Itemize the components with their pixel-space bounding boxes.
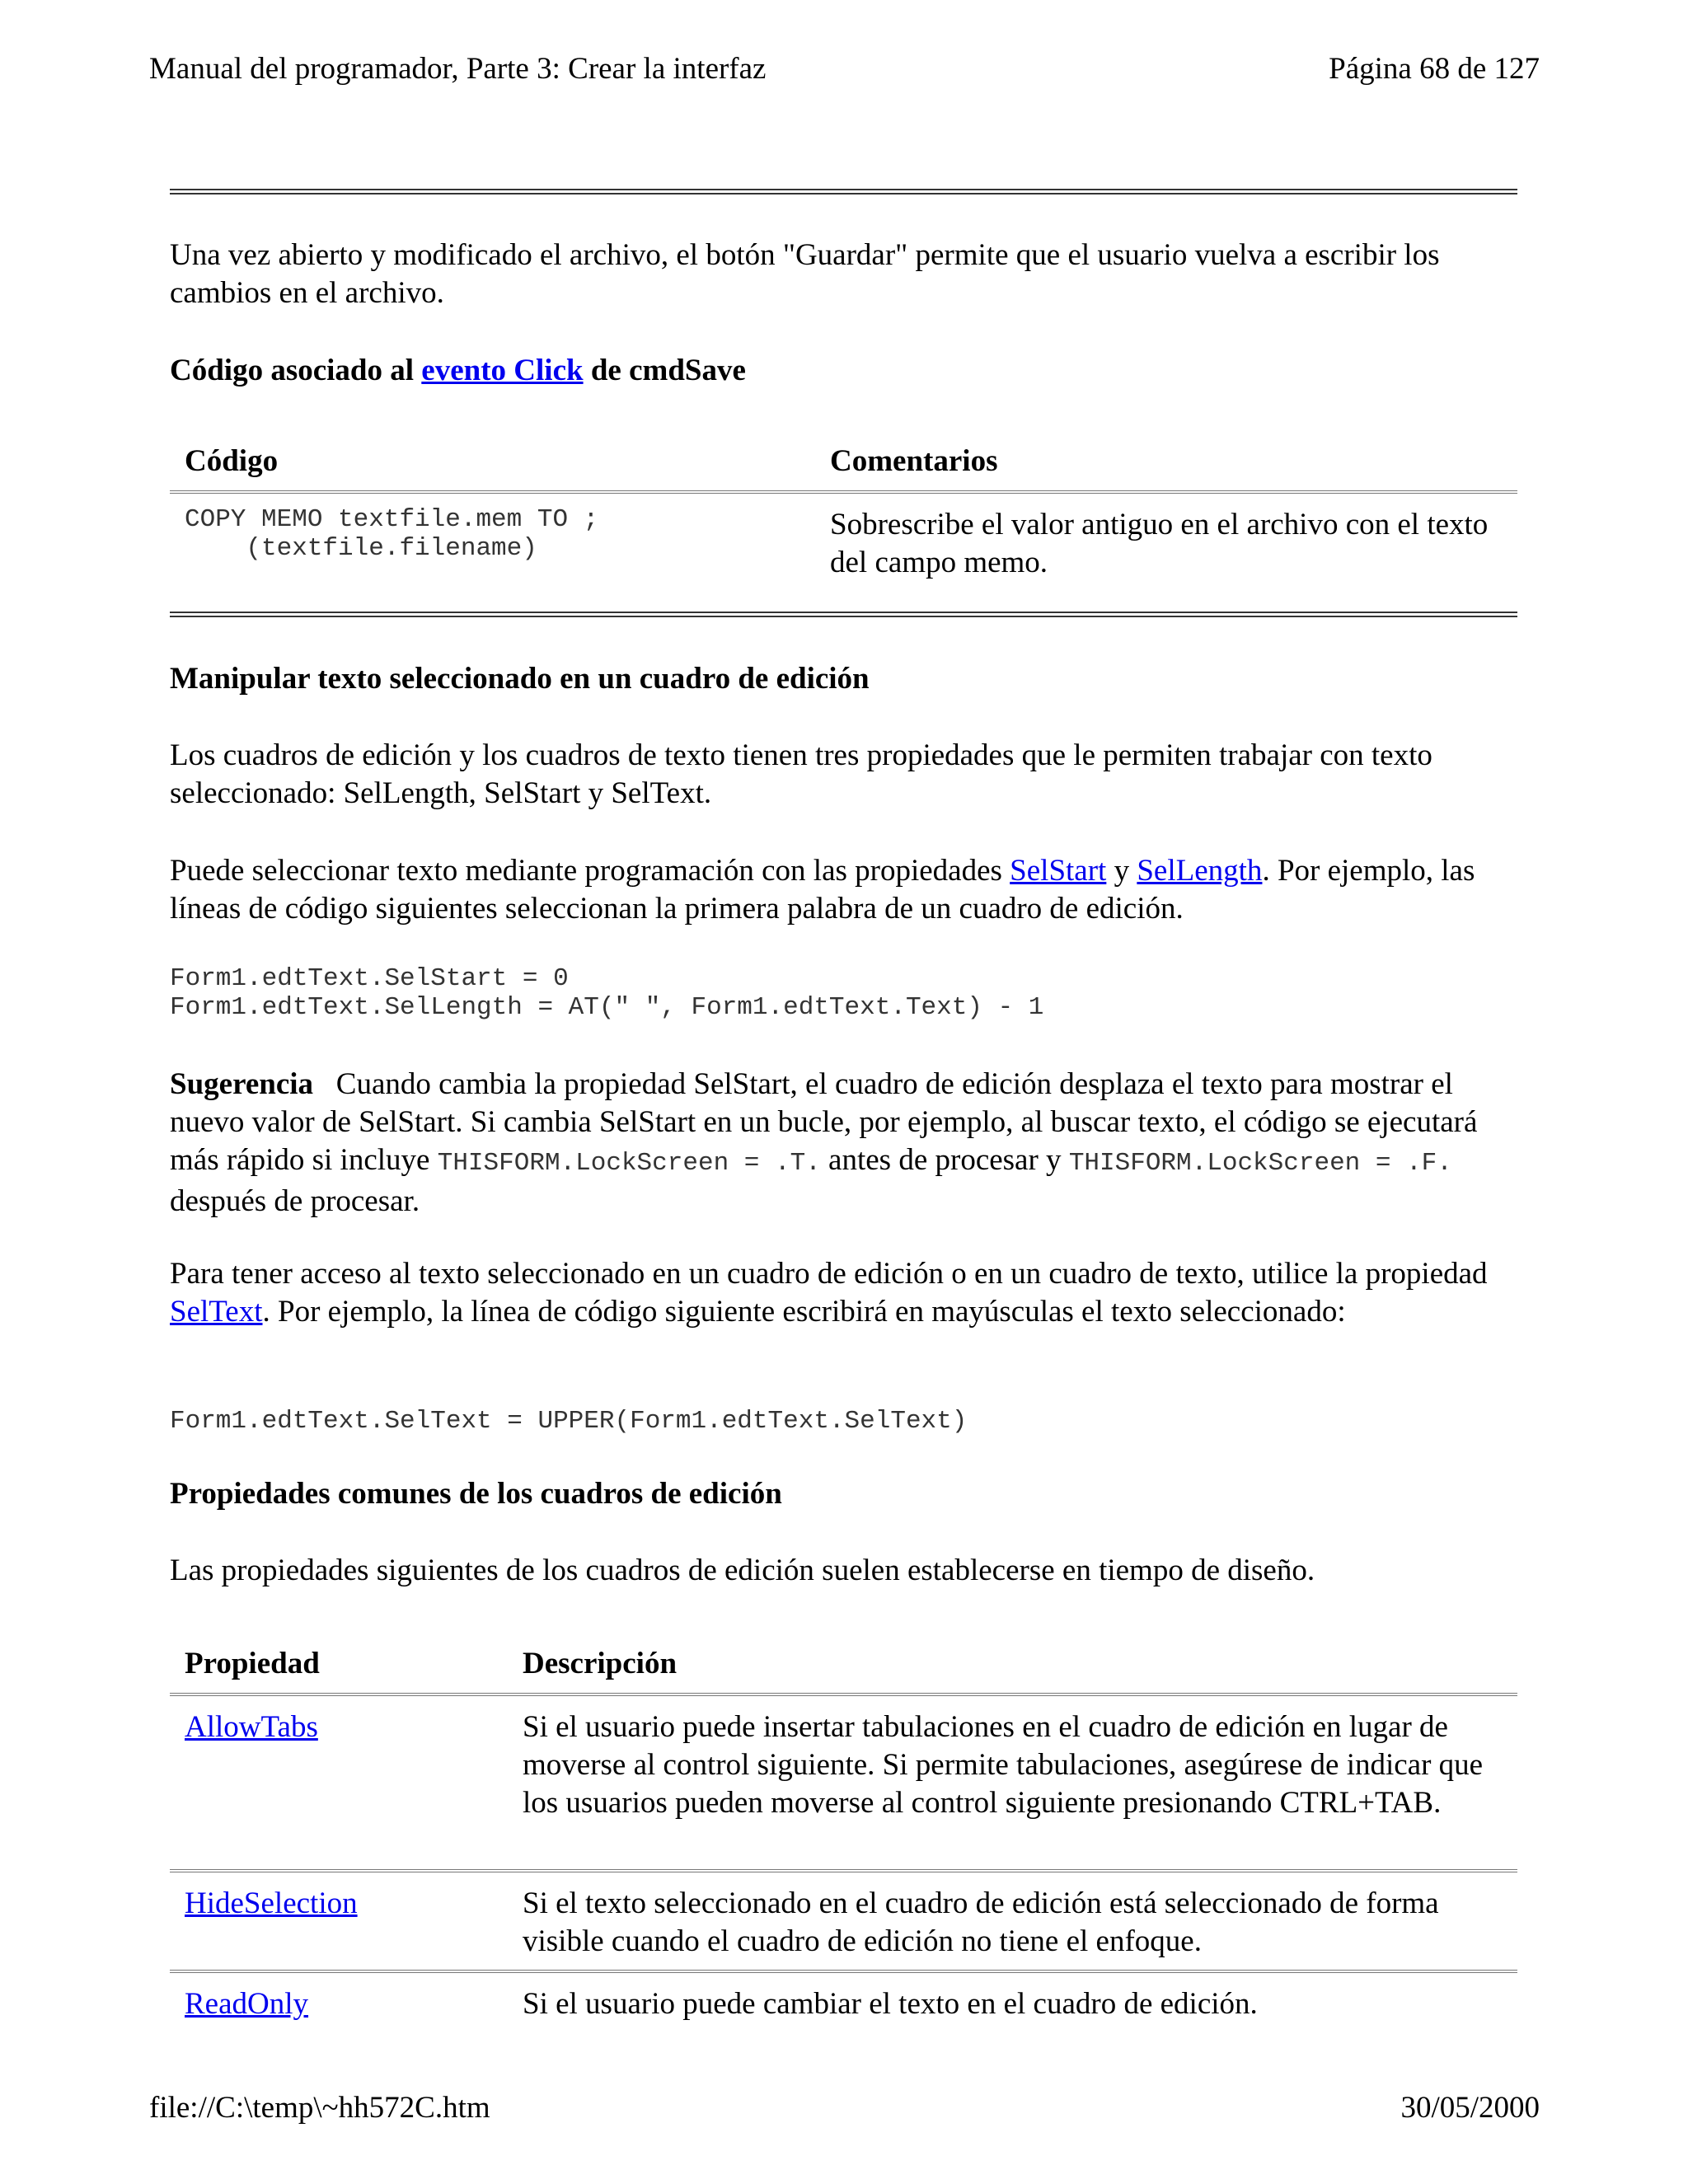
footer-file-path: file://C:\temp\~hh572C.htm [149,2091,490,2125]
property-desc-readonly: Si el usuario puede cambiar el texto en el cuadro de edición. [523,1987,1258,2021]
p2-text-a: Puede seleccionar texto mediante programación con las propiedades [170,854,1010,888]
p3-text-b: . Por ejemplo, la línea de código siguiente escribirá en mayúsculas el texto seleccionado: [262,1295,1346,1329]
section-heading-selected-text: Manipular texto seleccionado en un cuadro de edición [170,662,870,696]
code-table-header-codigo: Código [185,444,279,478]
props-table-header-propiedad: Propiedad [185,1647,320,1680]
code-table-bottom-divider [170,612,1517,617]
selstart-link[interactable]: SelStart [1010,854,1107,888]
code-heading [170,352,1530,390]
p3-text-a: Para tener acceso al texto seleccionado en un cuadro de edición o en un cuadro de texto, utilice la propiedad [170,1257,1488,1291]
code-block-upper: Form1.edtText.SelText = UPPER(Form1.edtText.SelText) [170,1407,968,1436]
code-table-header-comentarios: Comentarios [830,444,998,478]
property-link-hideselection[interactable]: HideSelection [185,1886,358,1920]
footer-date: 30/05/2000 [1400,2091,1540,2125]
tip-code-lockscreen-false: THISFORM.LockScreen = .F. [1068,1149,1452,1178]
code-table-comment: Sobrescribe el valor antiguo en el archivo con el texto del campo memo. [830,508,1489,579]
tip-text-b: antes de procesar y [820,1143,1069,1177]
property-link-readonly[interactable]: ReadOnly [185,1987,309,2021]
p2-text-b: y [1106,854,1137,888]
section1-paragraph-1: Los cuadros de edición y los cuadros de texto tienen tres propiedades que le permiten trabajar con texto seleccionado: SelLength, SelStart y SelText. [170,738,1432,810]
code-table-header-divider [170,490,1517,494]
code-table-code: COPY MEMO textfile.mem TO ; (textfile.filename) [185,505,599,563]
props-table-header-divider [170,1693,1517,1696]
seltext-link[interactable]: SelText [170,1295,263,1329]
code-heading-prefix: Código asociado al [170,354,422,387]
tip-paragraph [170,1066,1505,1221]
sellength-link[interactable]: SelLength [1137,854,1263,888]
props-table-header-descripcion: Descripción [523,1647,678,1680]
top-divider [170,189,1517,194]
evento-click-link[interactable]: evento Click [421,354,584,387]
code-block-select-word: Form1.edtText.SelStart = 0 Form1.edtText.SelLength = AT(" ", Form1.edtText.Text) - 1 [170,964,1044,1022]
page-header-title: Manual del programador, Parte 3: Crear la interfaz [149,52,767,86]
property-desc-hideselection: Si el texto seleccionado en el cuadro de edición está seleccionado de forma visible cuando el cuadro de edición no tiene el enfoque. [523,1886,1439,1958]
code-heading-suffix: de cmdSave [583,354,746,387]
tip-text-a: Cuando cambia la propiedad SelStart, el cuadro de edición desplaza el texto para mostrar el nuevo valor de SelStart. Si cambia SelStart en un bucle, por ejemplo, al buscar texto, el código se ejecutará más rápido si incluye [170,1067,1485,1177]
tip-code-lockscreen-true: THISFORM.LockScreen = .T. [437,1149,821,1178]
props-table-row-divider [170,1869,1517,1872]
intro-paragraph: Una vez abierto y modificado el archivo, el botón "Guardar" permite que el usuario vuelva a escribir los cambios en el archivo. [170,238,1440,310]
props-table-row-divider [170,1970,1517,1973]
property-link-allowtabs[interactable]: AllowTabs [185,1710,318,1744]
tip-label: Sugerencia [170,1067,314,1101]
page-number: Página 68 de 127 [1329,52,1540,86]
section1-paragraph-3 [170,1255,1513,1331]
tip-text-c: después de procesar. [170,1184,420,1218]
section2-paragraph: Las propiedades siguientes de los cuadros de edición suelen establecerse en tiempo de diseño. [170,1554,1315,1587]
p2-text-c: . Por ejemplo, las líneas de código siguientes seleccionan la primera palabra de un cuadro de edición. [170,854,1475,926]
property-desc-allowtabs: Si el usuario puede insertar tabulaciones en el cuadro de edición en lugar de moverse al control siguiente. Si permite tabulaciones, asegúrese de indicar que los usuarios pueden moverse al control siguiente presionando CTRL+TAB. [523,1710,1484,1820]
section1-paragraph-2 [170,852,1522,928]
section-heading-common-properties: Propiedades comunes de los cuadros de edición [170,1477,782,1511]
